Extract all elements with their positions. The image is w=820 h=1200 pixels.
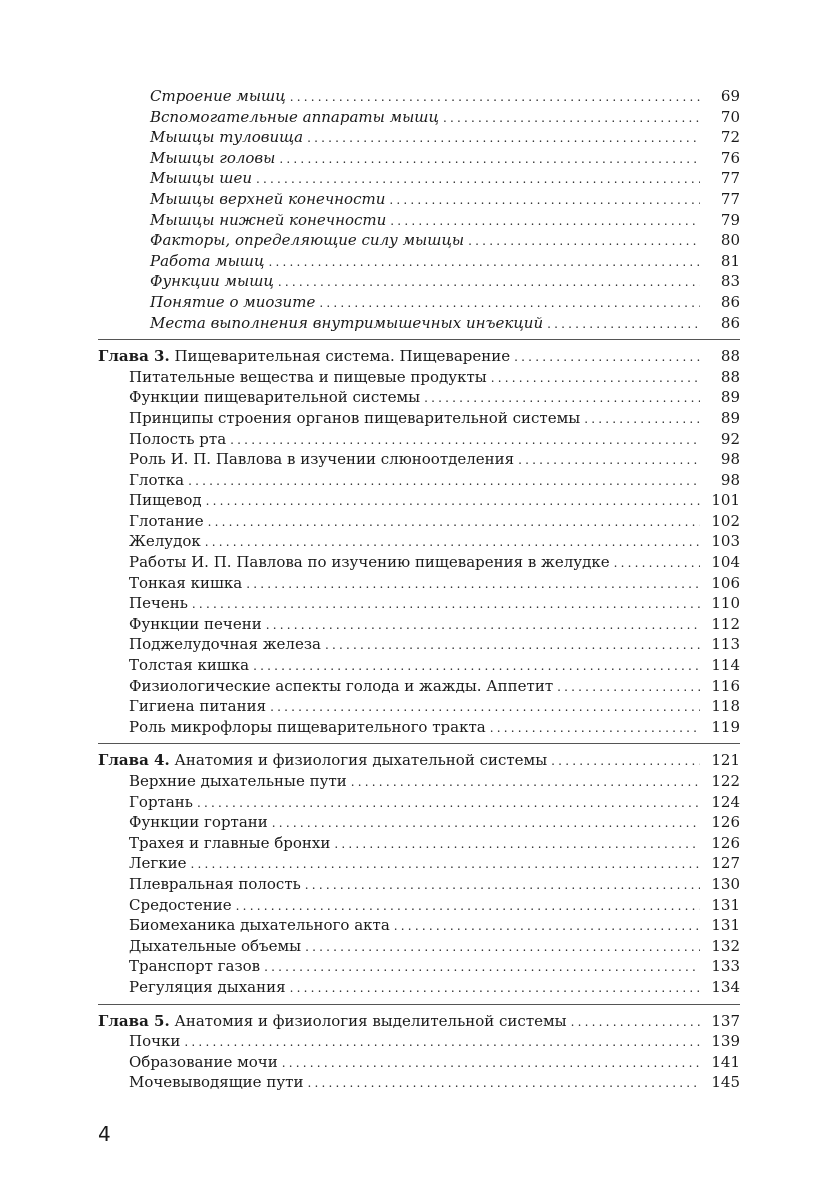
toc-entry-page: 124: [711, 792, 740, 811]
toc-entry[interactable]: [98, 531, 740, 552]
toc-entry-title: [98, 346, 510, 367]
dot-leader: [269, 252, 701, 273]
toc-entry[interactable]: [98, 271, 740, 292]
toc-entry[interactable]: [98, 313, 740, 334]
toc-entry-title: [129, 531, 201, 552]
toc-entry[interactable]: [98, 470, 740, 491]
dot-leader: [188, 471, 700, 492]
toc-entry-label: Плевральная полость: [129, 874, 301, 893]
toc-entry[interactable]: [98, 387, 740, 408]
toc-entry[interactable]: [98, 956, 740, 977]
toc-entry-label: Понятие о миозите: [150, 292, 316, 311]
toc-entry-label: Работы И. П. Павлова по изучению пищеварения в желудке: [129, 553, 610, 572]
toc-entry-page: 130: [711, 874, 740, 893]
toc-entry-label: Биомеханика дыхательного акта: [129, 916, 390, 935]
dot-leader: [614, 553, 700, 574]
dot-leader: [584, 409, 700, 430]
toc-entry-title: [129, 573, 242, 594]
dot-leader: [206, 491, 700, 512]
dot-leader: [305, 875, 700, 896]
toc-entry[interactable]: [98, 717, 740, 738]
toc-entry[interactable]: [98, 655, 740, 676]
toc-entry[interactable]: [98, 552, 740, 573]
toc-entry-label: Печень: [129, 594, 188, 613]
toc-entry-label: Анатомия и физиология выделительной системы: [169, 1011, 567, 1030]
toc-entry[interactable]: [98, 1072, 740, 1093]
toc-entry-label: Регуляция дыхания: [129, 977, 286, 996]
toc-entry-label: Мышцы шеи: [150, 169, 252, 188]
toc-entry-title: [129, 367, 487, 388]
toc-entry-label: Дыхательные объемы: [129, 936, 302, 955]
toc-entry-page: 86: [720, 292, 740, 311]
toc-entry-title: [150, 230, 464, 251]
toc-entry-page: 104: [711, 553, 740, 572]
toc-entry[interactable]: [98, 696, 740, 717]
toc-entry-page: 86: [720, 313, 740, 332]
toc-entry-title: [129, 874, 301, 895]
toc-entry[interactable]: [98, 977, 740, 998]
toc-entry-title: [150, 168, 252, 189]
dot-leader: [230, 430, 700, 451]
toc-entry-label: Факторы, определяющие силу мышцы: [150, 231, 465, 250]
dot-leader: [253, 656, 700, 677]
toc-entry-page: 81: [720, 251, 740, 270]
toc-entry[interactable]: [98, 936, 740, 957]
dot-leader: [557, 677, 700, 698]
dot-leader: [394, 916, 700, 937]
toc-entry-title: [150, 271, 274, 292]
toc-entry-page: 102: [711, 511, 740, 530]
toc-entry-title: [129, 593, 188, 614]
toc-entry[interactable]: [98, 449, 740, 470]
toc-entry-title: [129, 552, 610, 573]
toc-entry-page: 77: [720, 169, 740, 188]
toc-entry-label: Глотка: [129, 470, 185, 489]
toc-entry-page: 92: [720, 429, 740, 448]
dot-leader: [192, 594, 700, 615]
chapter-divider: [98, 1004, 740, 1005]
toc-entry[interactable]: [98, 812, 740, 833]
toc-entry-title: [98, 1011, 567, 1032]
toc-entry-page: 114: [711, 656, 740, 675]
toc-entry[interactable]: [98, 771, 740, 792]
dot-leader: [278, 272, 700, 293]
toc-entry-title: [129, 895, 232, 916]
dot-leader: [547, 314, 700, 335]
toc-entry-label: Вспомогательные аппараты мышц: [150, 107, 439, 126]
dot-leader: [246, 574, 700, 595]
toc-entry-title: [129, 792, 193, 813]
toc-entry-title: [129, 676, 553, 697]
toc-entry-label: Пищевод: [129, 491, 202, 510]
toc-entry-page: 132: [711, 936, 740, 955]
toc-entry[interactable]: [98, 915, 740, 936]
toc-entry-page: 80: [720, 231, 740, 250]
toc-entry[interactable]: [98, 573, 740, 594]
dot-leader: [389, 190, 700, 211]
toc-entry-label: Функции гортани: [129, 813, 268, 832]
toc-entry-label: Мышцы верхней конечности: [150, 189, 386, 208]
toc-entry-label: Физиологические аспекты голода и жажды. Аппетит: [129, 676, 554, 695]
toc-entry-title: [150, 313, 543, 334]
toc-entry[interactable]: [98, 189, 740, 210]
toc-entry-title: [129, 771, 347, 792]
toc-entry-label: Мышцы туловища: [150, 128, 304, 147]
toc-entry-page: 139: [711, 1032, 740, 1051]
dot-leader: [270, 697, 700, 718]
toc-entry-page: 126: [711, 813, 740, 832]
toc-entry-page: 145: [711, 1073, 740, 1092]
toc-entry-label: Толстая кишка: [129, 656, 250, 675]
toc-entry-title: [129, 449, 514, 470]
toc-entry-label: Роль И. П. Павлова в изучении слюноотделения: [129, 450, 515, 469]
chapter-divider: [98, 339, 740, 340]
toc-entry-page: 133: [711, 957, 740, 976]
toc-entry-label: Функции мышц: [150, 272, 274, 291]
toc-entry-page: 89: [720, 408, 740, 427]
table-of-contents: [98, 86, 740, 1093]
toc-entry-title: [129, 470, 184, 491]
dot-leader: [319, 293, 700, 314]
chapter-number: Глава 5.: [98, 1011, 170, 1030]
dot-leader: [236, 896, 700, 917]
toc-entry-label: Строение мышц: [150, 87, 286, 105]
toc-entry-label: Роль микрофлоры пищеварительного тракта: [129, 717, 486, 736]
toc-entry-page: 79: [720, 210, 740, 229]
toc-entry-label: Верхние дыхательные пути: [129, 772, 347, 790]
toc-entry-page: 119: [711, 717, 740, 736]
chapter-divider: [98, 743, 740, 744]
toc-entry-title: [150, 292, 315, 313]
toc-entry-page: 141: [711, 1052, 740, 1071]
chapter-number: Глава 4.: [98, 751, 170, 770]
toc-entry-page: 131: [711, 895, 740, 914]
toc-entry-page: 122: [711, 772, 740, 790]
toc-entry-page: 72: [720, 128, 740, 147]
toc-entry-title: [150, 189, 385, 210]
toc-entry-label: Средостение: [129, 895, 232, 914]
toc-entry-label: Места выполнения внутримышечных инъекций: [150, 313, 544, 332]
toc-entry-title: [129, 634, 321, 655]
toc-entry[interactable]: [98, 251, 740, 272]
toc-entry[interactable]: [98, 86, 740, 107]
dot-leader: [266, 615, 700, 636]
dot-leader: [307, 1073, 700, 1094]
toc-entry-label: Функции пищеварительной системы: [129, 388, 421, 407]
toc-entry-title: [129, 490, 202, 511]
toc-chapter-entry[interactable]: [98, 1011, 740, 1032]
toc-entry-label: Почки: [129, 1032, 181, 1051]
page-number: 4: [98, 1122, 111, 1146]
toc-entry-label: Гортань: [129, 792, 193, 811]
toc-entry-page: 121: [711, 751, 740, 770]
toc-entry-page: 127: [711, 854, 740, 873]
toc-entry-title: [129, 1031, 180, 1052]
dot-leader: [490, 718, 700, 739]
toc-entry[interactable]: [98, 490, 740, 511]
toc-entry-label: Пищеварительная система. Пищеварение: [169, 347, 511, 366]
toc-entry-title: [129, 387, 420, 408]
toc-entry-label: Работа мышц: [150, 251, 265, 270]
toc-entry[interactable]: [98, 895, 740, 916]
toc-entry[interactable]: [98, 107, 740, 128]
toc-entry[interactable]: [98, 593, 740, 614]
toc-entry-title: [129, 511, 204, 532]
dot-leader: [197, 793, 700, 814]
dot-leader: [184, 1032, 700, 1053]
toc-entry[interactable]: [98, 874, 740, 895]
toc-chapter-entry[interactable]: [98, 346, 740, 367]
toc-entry-title: [129, 717, 486, 738]
dot-leader: [334, 834, 700, 855]
toc-entry-title: [129, 915, 390, 936]
toc-entry-title: [129, 977, 286, 998]
toc-entry[interactable]: [98, 1031, 740, 1052]
toc-entry-label: Полость рта: [129, 429, 227, 448]
toc-entry-title: [129, 936, 301, 957]
dot-leader: [443, 108, 700, 129]
dot-leader: [390, 211, 700, 232]
toc-entry-page: 83: [720, 272, 740, 291]
toc-entry-label: Образование мочи: [129, 1052, 278, 1071]
toc-entry-title: [129, 812, 268, 833]
toc-entry-title: [129, 696, 266, 717]
toc-entry-title: [129, 956, 260, 977]
toc-entry-title: [129, 853, 187, 874]
dot-leader: [551, 751, 700, 772]
dot-leader: [279, 149, 700, 170]
toc-entry[interactable]: [98, 1052, 740, 1073]
toc-entry[interactable]: [98, 168, 740, 189]
toc-entry-title: [150, 210, 386, 231]
dot-leader: [256, 169, 700, 190]
toc-entry-title: [150, 107, 439, 128]
toc-entry-page: 103: [711, 532, 740, 551]
toc-entry-title: [129, 1052, 278, 1073]
toc-entry-page: 98: [720, 450, 740, 469]
toc-entry-page: 69: [720, 87, 740, 105]
toc-entry[interactable]: [98, 230, 740, 251]
toc-entry[interactable]: [98, 676, 740, 697]
toc-entry-label: Мышцы нижней конечности: [150, 210, 387, 229]
dot-leader: [351, 772, 700, 793]
dot-leader: [282, 1053, 700, 1074]
dot-leader: [468, 231, 700, 252]
toc-entry-page: 98: [720, 470, 740, 489]
dot-leader: [424, 388, 700, 409]
chapter-number: Глава 3.: [98, 347, 170, 366]
toc-entry-title: [98, 750, 547, 771]
toc-entry-page: 110: [711, 594, 740, 613]
toc-entry[interactable]: [98, 792, 740, 813]
toc-entry-title: [129, 614, 262, 635]
toc-entry-title: [150, 148, 275, 169]
toc-entry-label: Мочевыводящие пути: [129, 1073, 304, 1092]
dot-leader: [205, 532, 700, 553]
toc-entry-title: [129, 408, 580, 429]
toc-entry-page: 113: [711, 635, 740, 654]
toc-entry-label: Легкие: [129, 854, 187, 873]
toc-entry-label: Тонкая кишка: [129, 573, 243, 592]
toc-entry[interactable]: [98, 511, 740, 532]
toc-entry-label: Функции печени: [129, 614, 262, 633]
toc-entry[interactable]: [98, 408, 740, 429]
toc-entry-label: Транспорт газов: [129, 957, 261, 976]
toc-entry-page: 76: [720, 148, 740, 167]
toc-entry-label: Глотание: [129, 511, 204, 530]
toc-entry[interactable]: [98, 148, 740, 169]
toc-entry-label: Анатомия и физиология дыхательной системы: [169, 751, 548, 770]
toc-entry-title: [129, 655, 249, 676]
toc-entry-label: Гигиена питания: [129, 697, 267, 716]
dot-leader: [290, 978, 700, 999]
toc-entry-page: 88: [720, 367, 740, 386]
toc-entry[interactable]: [98, 853, 740, 874]
toc-entry-page: 112: [711, 614, 740, 633]
toc-entry[interactable]: [98, 367, 740, 388]
toc-entry-label: Мышцы головы: [150, 148, 276, 167]
dot-leader: [272, 813, 700, 834]
toc-entry-page: 70: [720, 107, 740, 126]
toc-entry-page: 101: [711, 491, 740, 510]
dot-leader: [305, 937, 700, 958]
toc-entry-title: [129, 429, 226, 450]
toc-entry[interactable]: [98, 292, 740, 313]
toc-entry-page: 118: [711, 697, 740, 716]
toc-entry[interactable]: [98, 429, 740, 450]
toc-entry-page: 137: [711, 1011, 740, 1030]
toc-entry-title: [150, 251, 265, 272]
dot-leader: [290, 87, 700, 108]
dot-leader: [208, 512, 700, 533]
toc-entry-title: [129, 1072, 303, 1093]
toc-entry-page: 88: [720, 347, 740, 366]
toc-entry-page: 89: [720, 388, 740, 407]
toc-chapter-entry[interactable]: [98, 750, 740, 771]
dot-leader: [491, 368, 700, 389]
toc-entry[interactable]: [98, 210, 740, 231]
toc-entry[interactable]: [98, 614, 740, 635]
toc-entry[interactable]: [98, 127, 740, 148]
toc-entry-page: 134: [711, 977, 740, 996]
toc-entry-label: Принципы строения органов пищеварительной системы: [129, 408, 581, 427]
dot-leader: [264, 957, 700, 978]
dot-leader: [191, 854, 700, 875]
toc-entry-title: [150, 127, 303, 148]
dot-leader: [514, 347, 700, 368]
toc-entry-label: Поджелудочная железа: [129, 635, 321, 654]
toc-entry-page: 106: [711, 573, 740, 592]
toc-entry-title: [129, 833, 330, 854]
dot-leader: [307, 128, 700, 149]
toc-entry-label: Желудок: [129, 532, 201, 551]
toc-entry[interactable]: [98, 634, 740, 655]
dot-leader: [571, 1012, 700, 1033]
dot-leader: [518, 450, 700, 471]
toc-entry-page: 126: [711, 833, 740, 852]
toc-entry[interactable]: [98, 833, 740, 854]
toc-entry-title: [150, 86, 286, 107]
toc-entry-page: 131: [711, 916, 740, 935]
toc-entry-label: Питательные вещества и пищевые продукты: [129, 367, 487, 386]
toc-entry-page: 116: [711, 676, 740, 695]
toc-entry-label: Трахея и главные бронхи: [129, 833, 331, 852]
toc-entry-page: 77: [720, 189, 740, 208]
dot-leader: [325, 635, 700, 656]
